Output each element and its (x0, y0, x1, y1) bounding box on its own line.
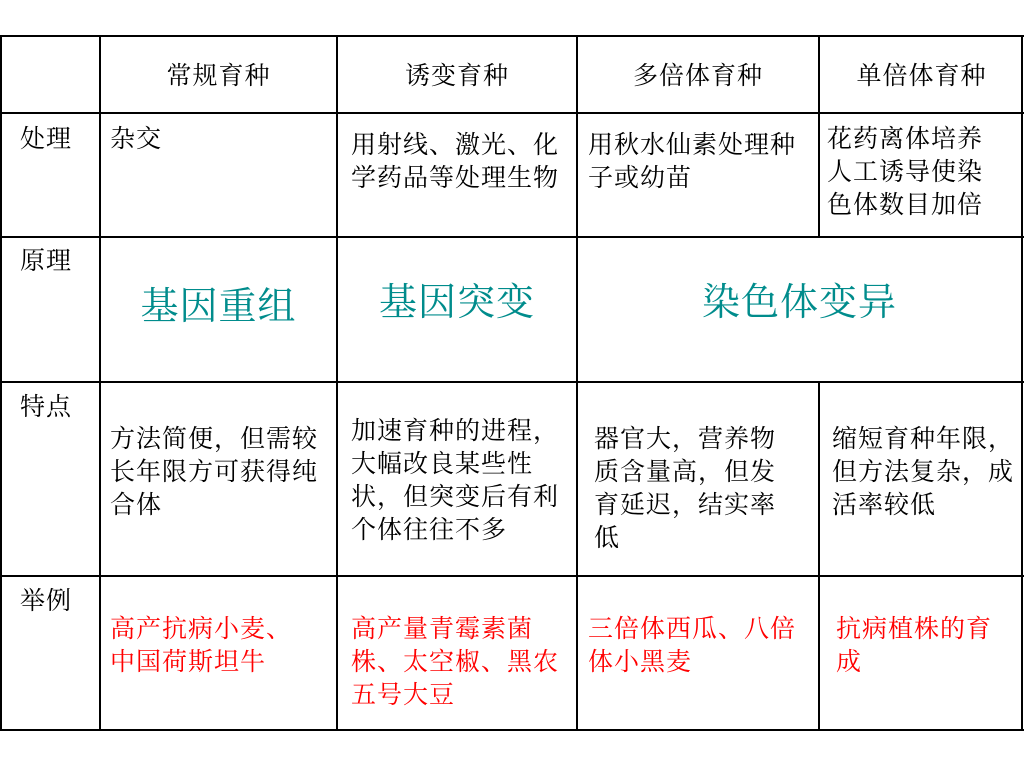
treatment-polyploid: 用秋水仙素处理种子或幼苗 (588, 130, 797, 192)
principle-gene-mutation: 基因突变 (378, 280, 535, 324)
features-mutation: 加速育种的进程，大幅改良某些性状，但突变后有利个体往往不多 (351, 416, 560, 544)
treatment-conventional: 杂交 (110, 124, 163, 153)
header-conventional-breeding: 常规育种 (166, 61, 271, 90)
example-mutation: 高产量青霉素菌株、太空椒、黑农五号大豆 (351, 614, 560, 709)
row-label-principle: 原理 (20, 246, 73, 275)
header-mutation-breeding: 诱变育种 (404, 61, 509, 90)
row-label-examples: 举例 (20, 586, 73, 615)
header-haploid-breeding: 单倍体育种 (856, 61, 987, 90)
features-haploid: 缩短育种年限，但方法复杂，成活率较低 (832, 424, 1015, 519)
example-conventional: 高产抗病小麦、中国荷斯坦牛 (110, 614, 293, 676)
header-polyploid-breeding: 多倍体育种 (632, 61, 763, 90)
features-conventional: 方法简便，但需较长年限方可获得纯合体 (110, 424, 319, 519)
principle-chromosome-variation: 染色体变异 (701, 280, 897, 324)
row-label-features: 特点 (20, 392, 73, 421)
features-polyploid: 器官大，营养物质含量高，但发育延迟，结实率低 (594, 424, 777, 552)
row-label-treatment: 处理 (20, 124, 73, 153)
example-haploid: 抗病植株的育成 (836, 614, 993, 676)
treatment-haploid: 花药离体培养人工诱导使染色体数目加倍 (827, 124, 984, 219)
principle-gene-recombination: 基因重组 (140, 284, 297, 328)
treatment-mutation: 用射线、激光、化学药品等处理生物 (351, 130, 560, 192)
example-polyploid: 三倍体西瓜、八倍体小黑麦 (588, 614, 797, 676)
